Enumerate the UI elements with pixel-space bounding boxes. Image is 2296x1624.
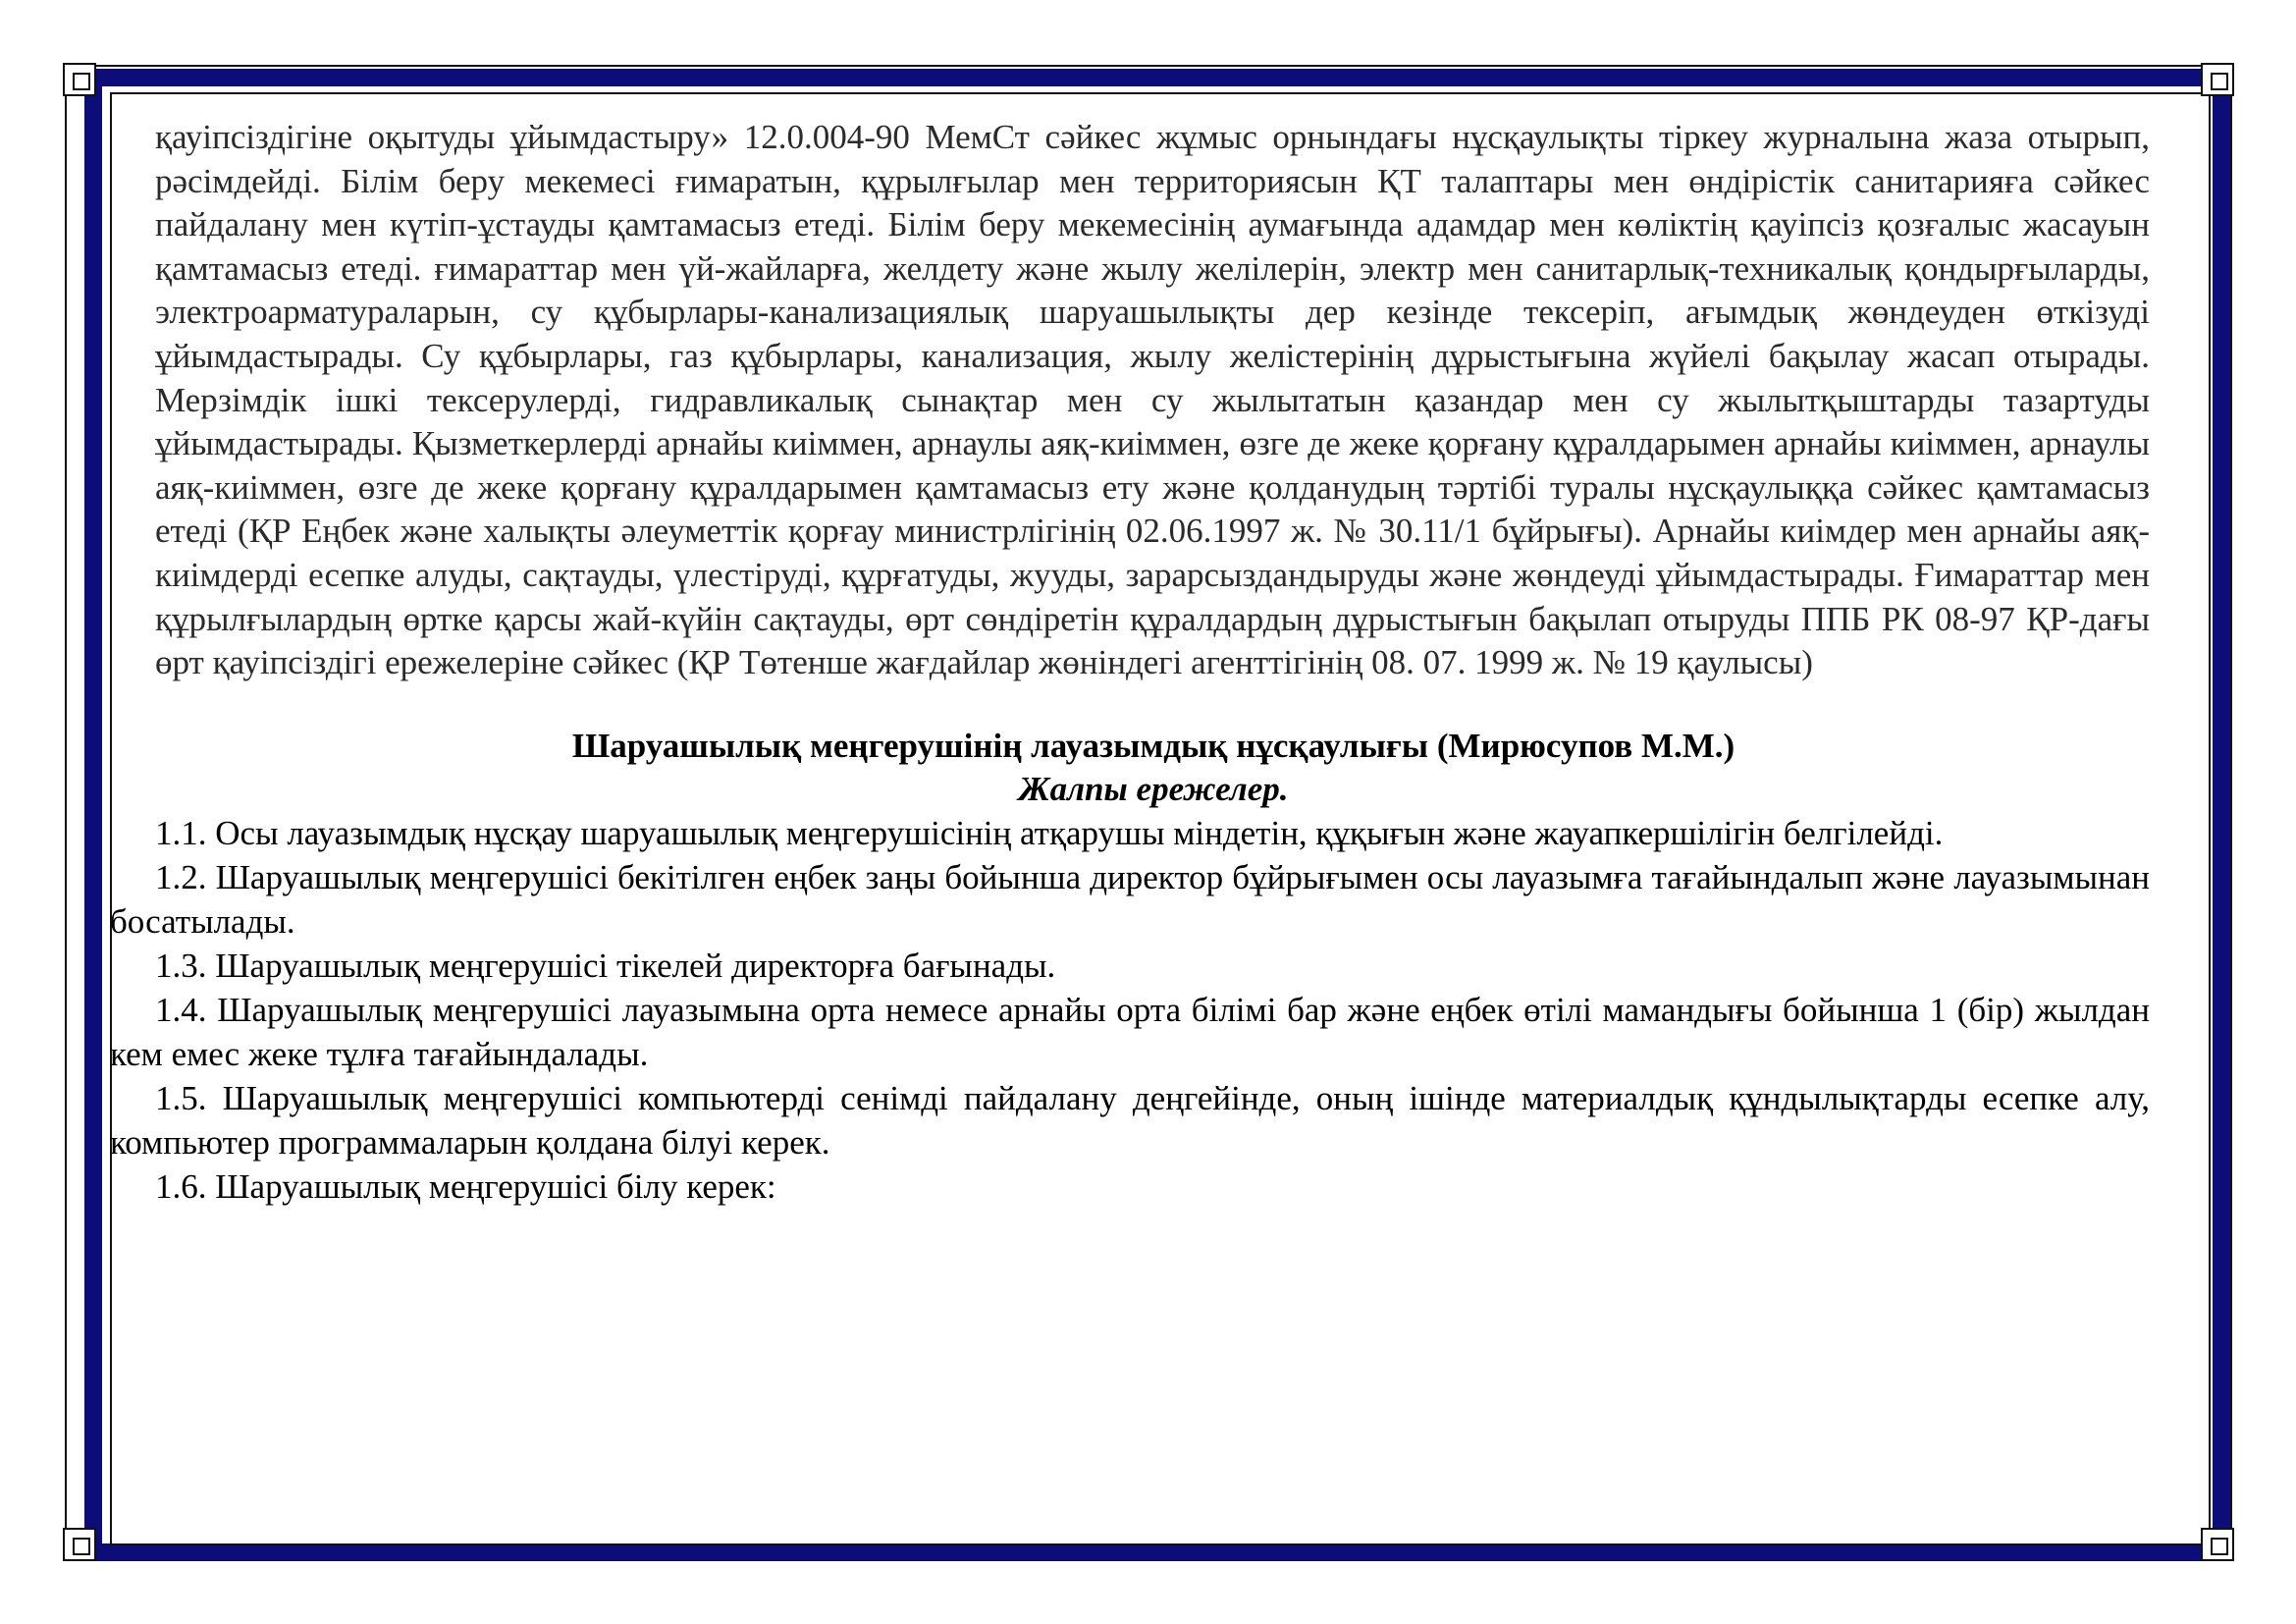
clause-1-3: 1.3. Шаруашылық меңгерушісі тікелей директорға бағынады.	[155, 946, 1056, 985]
clause-1-5: 1.5. Шаруашылық меңгерушісі компьютерді сенімді пайдалану деңгейінде, оның ішінде материалдық құндылықтарды есепке алу, компьютер программаларын қолдана білуі керек.	[110, 1078, 2150, 1162]
frame-corner-ornament	[63, 63, 96, 96]
clause-1-6: 1.6. Шаруашылық меңгерушісі білу керек:	[155, 1166, 776, 1206]
frame-corner-ornament	[2201, 1528, 2234, 1561]
clause-1-4: 1.4. Шаруашылық меңгерушісі лауазымына орта немесе арнайы орта білімі бар және еңбек өтілі мамандығы бойынша 1 (бір) жылдан кем емес жеке тұлға тағайындалады.	[110, 990, 2150, 1073]
frame-corner-ornament	[2201, 63, 2234, 96]
document-title: Шаруашылық меңгерушінің лауазымдық нұсқаулығы (Мирюсупов М.М.)	[571, 726, 1735, 765]
intro-paragraph: қауіпсіздігіне оқытуды ұйымдастыру» 12.0.004-90 МемСт сәйкес жұмыс орнындағы нұсқаулықты тіркеу журналына жаза отырып, рәсімдейді. Білім беру мекемесі ғимаратын, құрылғылар мен территориясын ҚТ талаптары мен өндірістік санитарияға сәйкес пайдалану мен күтіп-ұстауды қамтамасыз етеді. Білім беру мекемесінің аумағында адамдар мен көліктің қауіпсіз қозғалыс жасауын қамтамасыз етеді. ғимараттар мен үй-жайларға, желдету және жылу желілерін, электр мен санитарлық-техникалық қондырғыларды, электроарматураларын, су құбырлары-канализациялық шаруашылықты дер кезінде тексеріп, ағымдық жөндеуден өткізуді ұйымдастырады. Су құбырлары, газ құбырлары, канализация, жылу желістерінің дұрыстығына жүйелі бақылау жасап отырады. Мерзімдік ішкі тексерулерді, гидравликалық сынақтар мен су жылытатын қазандар мен су жылытқыштарды тазартуды ұйымдастырады. Қызметкерлерді арнайы киіммен, арнаулы аяқ-киіммен, өзге де жеке қорғану құралдарымен арнайы киіммен, арнаулы аяқ-киіммен, өзге де жеке қорғану құралдарымен қамтамасыз ету және қолданудың тәртібі туралы нұсқаулыққа сәйкес қамтамасыз етеді (ҚР Еңбек және халықты әлеуметтік қорғау министрлігінің 02.06.1997 ж. № 30.11/1 бұйрығы). Арнайы киімдер мен арнайы аяқ-киімдерді есепке алуды, сақтауды, үлестіруді, құрғатуды, жууды, зарарсыздандыруды және жөндеуді ұйымдастырады. Ғимараттар мен құрылғылардың өртке қарсы жай-күйін сақтауды, өрт сөндіретін құралдардың дұрыстығын бақылап отыруды ППБ РК 08-97 ҚР-дағы өрт қауіпсіздігі ережелеріне сәйкес (ҚР Төтенше жағдайлар жөніндегі агенттігінің 08. 07. 1999 ж. № 19 қаулысы)	[155, 118, 2150, 682]
document-content	[110, 116, 2197, 1530]
clause-1-1: 1.1. Осы лауазымдық нұсқау шаруашылық меңгерушісінің атқарушы міндетін, құқығын және жауапкершілігін белгілейді.	[155, 813, 1944, 852]
clause-1-2: 1.2. Шаруашылық меңгерушісі бекітілген еңбек заңы бойынша директор бұйрығымен осы лауазымға тағайындалып және лауазымынан босатылады.	[110, 857, 2150, 941]
frame-corner-ornament	[63, 1528, 96, 1561]
section-heading: Жалпы ережелер.	[1018, 769, 1289, 808]
